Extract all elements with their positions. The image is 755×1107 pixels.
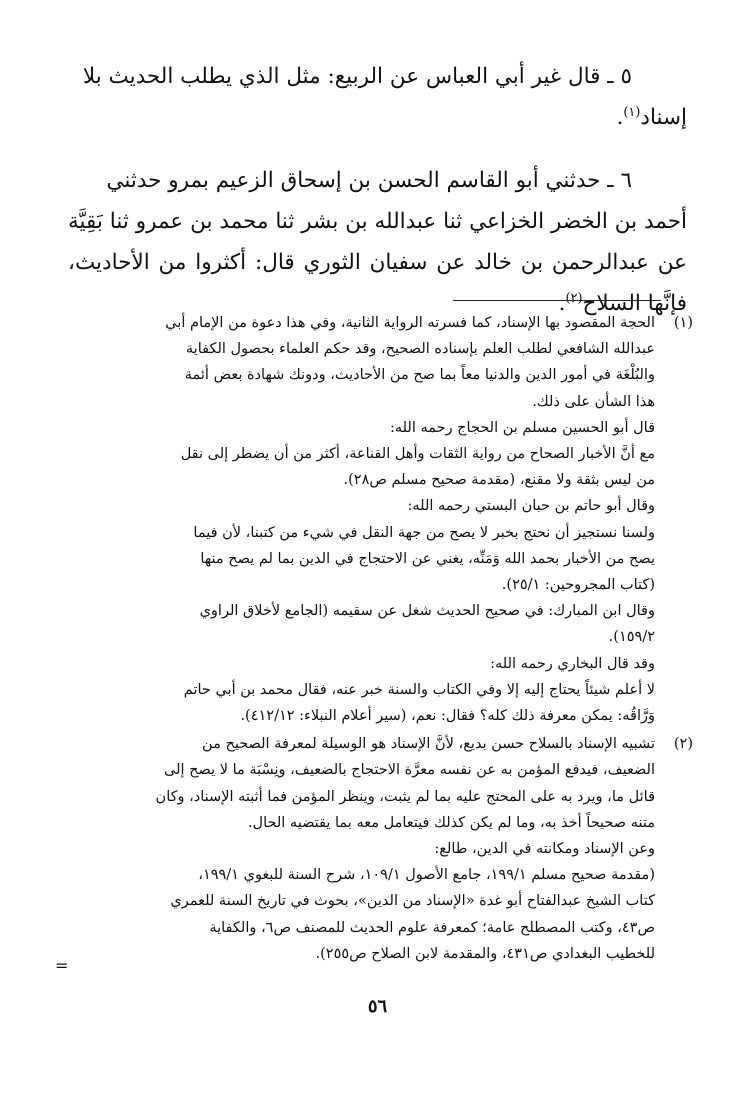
footnote-2-line: كتاب الشيخ عبدالفتاح أبو غدة «الإسناد من الدين»، بحوث في تاريخ السنة للعمري	[170, 893, 655, 910]
footnote-1-line: عبدالله الشافعي لطلب العلم بإسناده الصحيح، وقد حكم العلماء بحصول الكفاية	[185, 341, 655, 358]
continuation-mark: =	[55, 956, 69, 975]
footnote-ref-2: (٢)	[565, 290, 583, 306]
footnote-1-line: من ليس بثقة ولا مقنع، (مقدمة صحيح مسلم ص٢٨).	[343, 472, 655, 489]
footnote-ref-1: (١)	[623, 104, 641, 120]
footnote-1-line: والبُلْغَة في أمور الدين والدنيا معاً بما صح من الأحاديث، ودونك شهادة بعض أئمة	[184, 367, 655, 384]
main-text	[68, 56, 687, 324]
footnote-1-body	[68, 310, 655, 729]
footnote-2-line: متنه صحيحاً أخذ به، وما لم يكن كذلك فيتعامل معه بما يقتضيه الحال.	[247, 814, 655, 831]
footnote-2-line: (مقدمة صحيح مسلم ١٩٩/١، جامع الأصول ١٠٩/١، شرح السنة للبغوي ١٩٩/١،	[198, 867, 655, 884]
paragraph-5	[68, 56, 687, 138]
footnote-1-number: (١)	[673, 315, 693, 331]
page-number: ٥٦	[367, 996, 388, 1017]
footnote-1-line: وقد قال البخاري رحمه الله:	[490, 655, 655, 672]
footnote-1-line: ولسنا نستجيز أن نحتج بخبر لا يصح من جهة النقل في شيء من كتبنا، لأن فيما	[193, 524, 655, 541]
footnote-1-line: هذا الشأن على ذلك.	[532, 393, 655, 410]
footnote-2-line: تشبيه الإسناد بالسلاح حسن بديع، لأنَّ الإسناد هو الوسيلة لمعرفة الصحيح من	[202, 736, 655, 753]
footnote-1-line: الحجة المقصود بها الإسناد، كما فسرته الرواية الثانية، وفي هذا دعوة من الإمام أبي	[165, 315, 655, 331]
footnote-2	[68, 731, 693, 967]
paragraph-6-line-1: ٦ ـ حدثني أبو القاسم الحسن بن إسحاق الزعيم بمرو حدثني	[106, 168, 632, 193]
footnote-1-line: (كتاب المجروحين: ٢٥/١).	[501, 577, 655, 594]
paragraph-6-line-4: فإنَّها السلاح	[582, 291, 687, 316]
footnotes	[68, 310, 693, 967]
footnote-2-line: ص٤٣، وكتب المصطلح عامة؛ كمعرفة علوم الحديث للمصنف ص٦، والكفاية	[209, 919, 655, 936]
footnote-2-line: قائل ما، ويرد به على المحتج عليه بما لم يثبت، وينظر المؤمن فما أثبته الإسناد، وكان	[155, 788, 655, 805]
footnote-1-line: لا أعلم شيئاً يحتاج إليه إلا وفي الكتاب والسنة خبر عنه، فقال محمد بن أبي حاتم	[183, 681, 655, 698]
footnote-2-line: للخطيب البغدادي ص٤٣١، والمقدمة لابن الصلاح ص٢٥٥).	[315, 945, 655, 962]
footnote-1-line: ١٥٩/٢).	[608, 629, 655, 646]
footnote-1-line: يصح من الأخبار بحمد الله وَمَنِّه، يغني عن الاحتجاج في الدين بما لم يصح منها	[200, 550, 655, 567]
footnote-2-body	[68, 731, 655, 967]
footnote-1-line: وقال ابن المبارك: في صحيح الحديث شغل عن سقيمه (الجامع لأخلاق الراوي	[199, 603, 655, 620]
footnote-1-line: وقال أبو حاتم بن حبان البستي رحمه الله:	[407, 498, 655, 515]
footnote-1-line: قال أبو الحسين مسلم بن الحجاج رحمه الله:	[389, 419, 655, 436]
footnote-2-number: (٢)	[673, 736, 693, 753]
footnote-1	[68, 310, 693, 729]
footnote-2-line: وعن الإسناد ومكانته في الدين، طالع:	[434, 841, 655, 858]
footnote-2-line: الضعيف، فيدفع المؤمن به عن نفسه معرَّة الاحتجاج بالضعيف، ونِسْبَة ما لا يصح إلى	[164, 762, 655, 779]
footnote-1-line: وَرَّاقُه: يمكن معرفة ذلك كله؟ فقال: نعم، (سير أعلام النبلاء: ٤١٢/١٢).	[240, 708, 655, 725]
paragraph-5-end: .	[616, 105, 624, 130]
footnote-1-line: مع أنَّ الأخبار الصحاح من رواية الثقات وأهل القناعة، أكثر من أن يضطر إلى نقل	[180, 446, 655, 463]
paragraph-5-line-1: ٥ ـ قال غير أبي العباس عن الربيع: مثل الذي يطلب الحديث بلا	[82, 64, 632, 89]
paragraph-6-end: .	[558, 291, 566, 316]
paragraph-6-line-2: أحمد بن الخضر الخزاعي ثنا عبدالله بن بشر ثنا محمد بن عمرو ثنا بَقِيَّة	[68, 209, 688, 234]
paragraph-6-line-3: عن عبدالرحمن بن خالد عن سفيان الثوري قال: أكثروا من الأحاديث،	[68, 250, 687, 275]
footnote-separator	[453, 300, 661, 301]
paragraph-5-line-2: إسناد	[640, 105, 687, 130]
